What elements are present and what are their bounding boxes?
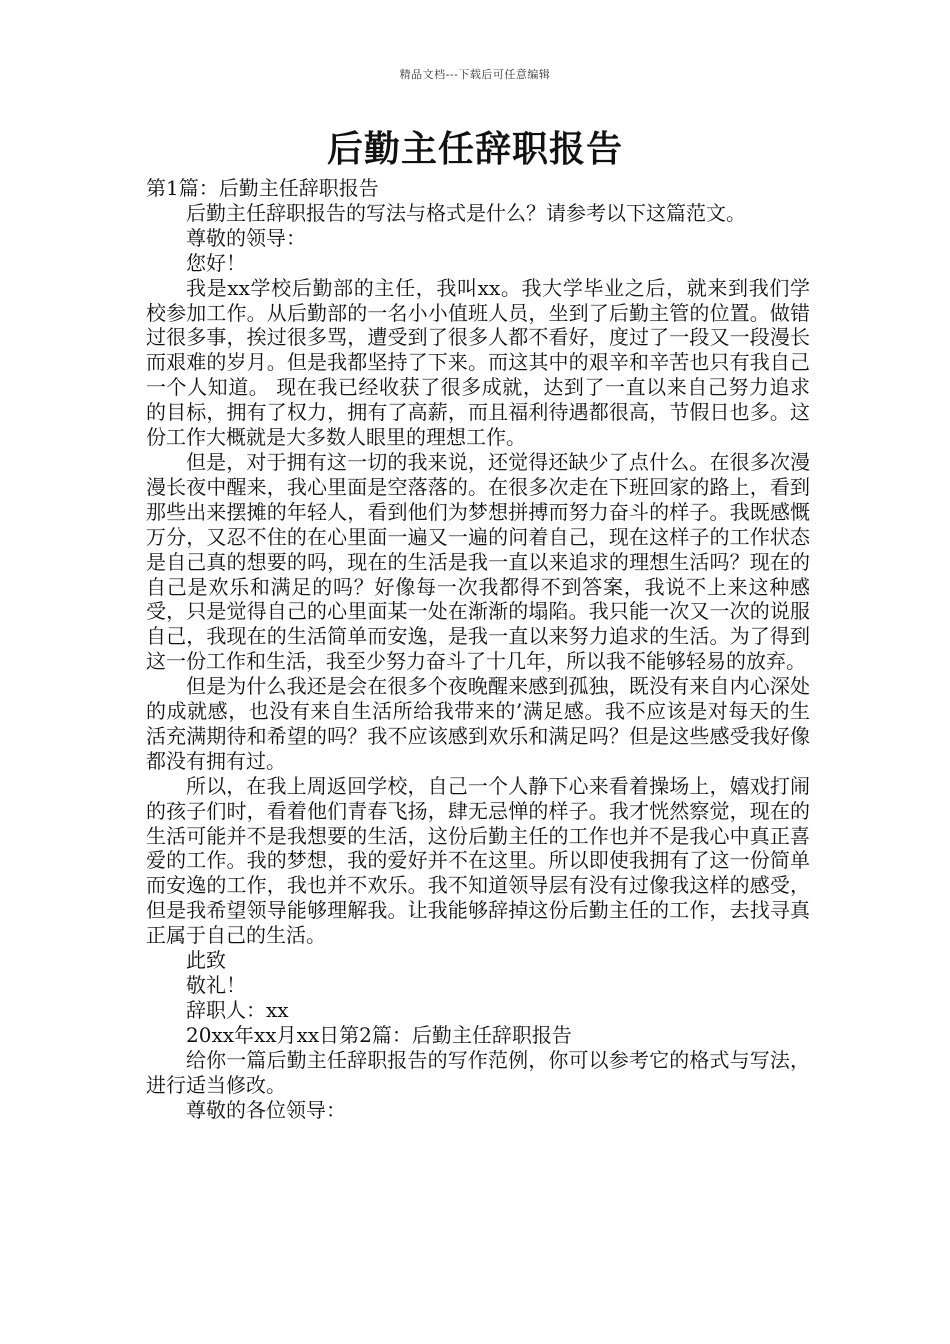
paragraph: 后勤主任辞职报告的写法与格式是什么？请参考以下这篇范文。 xyxy=(186,200,746,225)
paragraph: 辞职人：xx xyxy=(186,997,289,1022)
paragraph: 20xx年xx月xx日第2篇：后勤主任辞职报告 xyxy=(186,1022,572,1047)
paragraph: 我是xx学校后勤部的主任，我叫xx。我大学毕业之后，就来到我们学校参加工作。从后勤部的一名小小值班人员，坐到了后勤主管的位置。做错过很多事，挨过很多骂，遭受到了很多人都不看好，度过了一段又一段漫长而艰难的岁月。但是我都坚持了下来。而这其中的艰辛和辛苦也只有我自己一个人知道。 现在我已经收获了很多成就，达到了一直以来自己努力追求的目标，拥有了权力，拥有了高薪，而且福利待遇都很高，节假日也多。这份工作大概就是大多数人眼里的理想工作。 xyxy=(146,275,810,450)
header-note: 精品文档---下载后可任意编辑 xyxy=(399,68,551,81)
paragraph: 您好！ xyxy=(186,250,246,275)
paragraph: 但是为什么我还是会在很多个夜晚醒来感到孤独，既没有来自内心深处的成就感，也没有来自生活所给我带来的’满足感。我不应该是对每天的生活充满期待和希望的吗？我不应该感到欢乐和满足吗？但是这些感受我好像都没有拥有过。 xyxy=(146,674,810,773)
paragraph: 敬礼！ xyxy=(186,973,246,997)
paragraph: 第1篇：后勤主任辞职报告 xyxy=(146,176,379,200)
paragraph: 尊敬的领导： xyxy=(186,225,306,250)
paragraph: 此致 xyxy=(186,948,226,973)
paragraph: 但是，对于拥有这一切的我来说，还觉得还缺少了点什么。在很多次漫漫长夜中醒来，我心里面是空落落的。在很多次走在下班回家的路上，看到那些出来摆摊的年轻人，看到他们为梦想拼搏而努力奋斗的样子。我既感慨万分，又忍不住的在心里面一遍又一遍的问着自己，现在这样子的工作状态是自己真的想要的吗，现在的生活是我一直以来追求的理想生活吗？现在的自己是欢乐和满足的吗？好像每一次我都得不到答案，我说不上来这种感受，只是觉得自己的心里面某一处在渐渐的塌陷。我只能一次又一次的说服自己，我现在的生活简单而安逸，是我一直以来努力追求的生活。为了得到这一份工作和生活，我至少努力奋斗了十几年，所以我不能够轻易的放弃。 xyxy=(146,449,810,674)
document-title: 后勤主任辞职报告 xyxy=(326,129,623,170)
paragraph: 所以，在我上周返回学校，自己一个人静下心来看着操场上，嬉戏打闹的孩子们时，看着他们青春飞扬，肆无忌惮的样子。我才恍然察觉，现在的生活可能并不是我想要的生活，这份后勤主任的工作也并不是我心中真正喜爱的工作。我的梦想，我的爱好并不在这里。所以即使我拥有了这一份简单而安逸的工作，我也并不欢乐。我不知道领导层有没有过像我这样的感受，但是我希望领导能够理解我。让我能够辞掉这份后勤主任的工作，去找寻真正属于自己的生活。 xyxy=(146,773,810,948)
paragraph: 给你一篇后勤主任辞职报告的写作范例，你可以参考它的格式与写法，进行适当修改。 xyxy=(146,1047,810,1097)
document-body xyxy=(146,176,810,1122)
paragraph: 尊敬的各位领导： xyxy=(186,1097,346,1122)
